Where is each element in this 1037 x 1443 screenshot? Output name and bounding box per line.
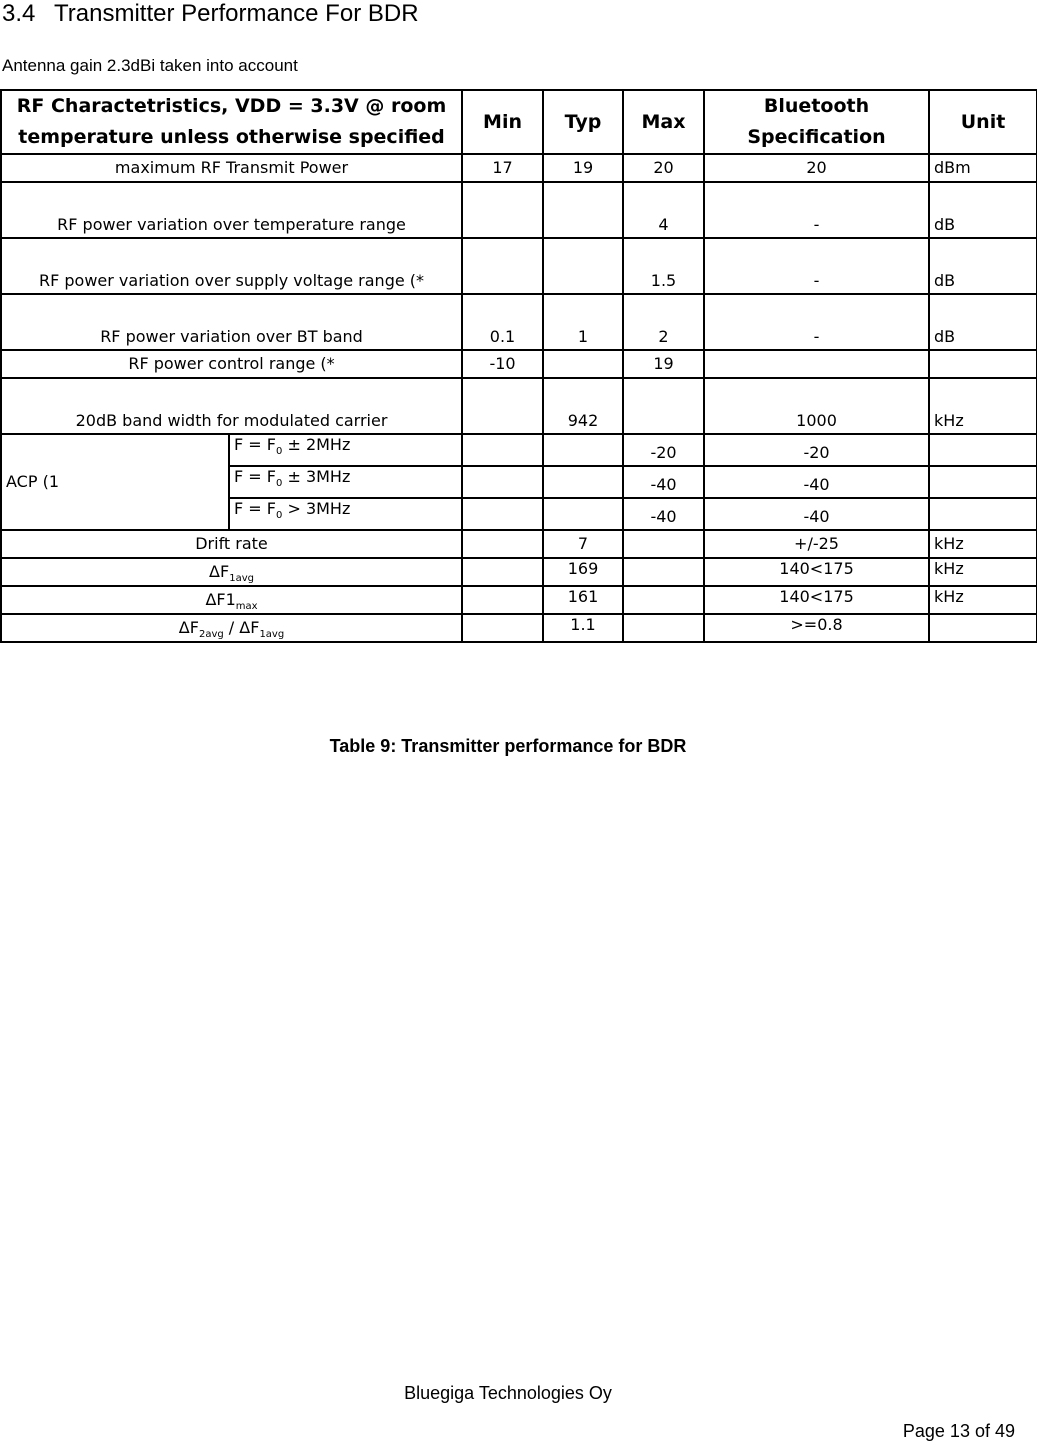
cell-typ: 942 xyxy=(543,378,623,434)
row-label: RF power variation over temperature range xyxy=(1,182,462,238)
table-caption: Table 9: Transmitter performance for BDR xyxy=(329,736,687,756)
header-max: Max xyxy=(623,90,704,154)
header-unit: Unit xyxy=(929,90,1037,154)
cell-min xyxy=(462,498,543,530)
cell-bt-spec: 20 xyxy=(704,154,929,182)
row-label: RF power variation over supply voltage range (* xyxy=(1,238,462,294)
cell-unit: dBm xyxy=(929,154,1037,182)
header-typ: Typ xyxy=(543,90,623,154)
table-row xyxy=(1,586,1037,614)
cell-typ xyxy=(543,434,623,466)
table-row xyxy=(1,614,1037,642)
cell-unit xyxy=(929,466,1037,498)
cell-unit: kHz xyxy=(929,530,1037,558)
transmitter-performance-table xyxy=(0,89,1037,643)
cell-unit: kHz xyxy=(929,378,1037,434)
header-min: Min xyxy=(462,90,543,154)
cell-bt-spec: 1000 xyxy=(704,378,929,434)
table-row xyxy=(1,182,1037,238)
cell-max xyxy=(623,614,704,642)
row-label: maximum RF Transmit Power xyxy=(1,154,462,182)
section-number: 3.4 xyxy=(2,0,36,27)
cell-min xyxy=(462,434,543,466)
cell-min xyxy=(462,558,543,586)
table-row xyxy=(1,154,1037,182)
cell-max xyxy=(623,530,704,558)
acp-condition: $F = F_0 > 3MHz$ xyxy=(229,498,462,530)
acp-condition: $F = F_0 \pm 2MHz$ xyxy=(229,434,462,466)
cell-typ: 1.1 xyxy=(543,614,623,642)
cell-unit xyxy=(929,434,1037,466)
table-row xyxy=(1,378,1037,434)
section-heading xyxy=(2,0,419,28)
row-label: Drift rate xyxy=(1,530,462,558)
cell-bt-spec xyxy=(704,350,929,378)
table-header-row xyxy=(1,90,1037,154)
cell-bt-spec: 140<175 xyxy=(704,558,929,586)
cell-max: 4 xyxy=(623,182,704,238)
cell-bt-spec: 140<175 xyxy=(704,586,929,614)
table-row xyxy=(1,530,1037,558)
cell-min: -10 xyxy=(462,350,543,378)
row-label: $\Delta F_{2avg} / \Delta F_{1avg}$ xyxy=(1,614,462,642)
cell-typ: 161 xyxy=(543,586,623,614)
cell-max xyxy=(623,586,704,614)
cell-min xyxy=(462,238,543,294)
cell-max: 19 xyxy=(623,350,704,378)
cell-min: 0.1 xyxy=(462,294,543,350)
row-label: 20dB band width for modulated carrier xyxy=(1,378,462,434)
footer-company: Bluegiga Technologies Oy xyxy=(404,1383,612,1403)
row-label: RF power control range (* xyxy=(1,350,462,378)
cell-max: -40 xyxy=(623,498,704,530)
acp-condition: $F = F_0 \pm 3MHz$ xyxy=(229,466,462,498)
table-row xyxy=(1,294,1037,350)
cell-bt-spec: >=0.8 xyxy=(704,614,929,642)
cell-min: 17 xyxy=(462,154,543,182)
section-title: Transmitter Performance For BDR xyxy=(54,0,419,27)
cell-unit: kHz xyxy=(929,558,1037,586)
cell-typ xyxy=(543,182,623,238)
cell-max: 1.5 xyxy=(623,238,704,294)
table-row xyxy=(1,558,1037,586)
antenna-gain-note: Antenna gain 2.3dBi taken into account xyxy=(2,56,298,75)
cell-typ: 19 xyxy=(543,154,623,182)
cell-typ xyxy=(543,466,623,498)
cell-typ xyxy=(543,238,623,294)
cell-typ: 7 xyxy=(543,530,623,558)
cell-max xyxy=(623,558,704,586)
cell-typ: 169 xyxy=(543,558,623,586)
cell-bt-spec: -20 xyxy=(704,434,929,466)
cell-typ xyxy=(543,350,623,378)
acp-label: ACP (1 xyxy=(1,434,229,530)
cell-bt-spec: - xyxy=(704,182,929,238)
cell-min xyxy=(462,530,543,558)
header-bt-spec: Bluetooth Specification xyxy=(704,90,929,154)
cell-min xyxy=(462,378,543,434)
table-row-acp xyxy=(1,434,1037,466)
cell-max: 20 xyxy=(623,154,704,182)
cell-unit: dB xyxy=(929,294,1037,350)
cell-max: 2 xyxy=(623,294,704,350)
cell-unit xyxy=(929,614,1037,642)
row-label: RF power variation over BT band xyxy=(1,294,462,350)
cell-bt-spec: - xyxy=(704,238,929,294)
row-label: $\Delta F1_{max}$ xyxy=(1,586,462,614)
cell-max: -20 xyxy=(623,434,704,466)
cell-unit: kHz xyxy=(929,586,1037,614)
header-characteristic: RF Charactetristics, VDD = 3.3V @ room temperature unless otherwise specified xyxy=(1,90,462,154)
cell-unit xyxy=(929,498,1037,530)
cell-bt-spec: -40 xyxy=(704,498,929,530)
cell-max xyxy=(623,378,704,434)
cell-bt-spec: -40 xyxy=(704,466,929,498)
cell-min xyxy=(462,586,543,614)
cell-bt-spec: - xyxy=(704,294,929,350)
cell-typ xyxy=(543,498,623,530)
table-row xyxy=(1,238,1037,294)
cell-unit: dB xyxy=(929,182,1037,238)
cell-bt-spec: +/-25 xyxy=(704,530,929,558)
cell-typ: 1 xyxy=(543,294,623,350)
cell-unit: dB xyxy=(929,238,1037,294)
cell-min xyxy=(462,614,543,642)
cell-min xyxy=(462,466,543,498)
page-number: Page 13 of 49 xyxy=(902,1421,1015,1441)
cell-unit xyxy=(929,350,1037,378)
table-row xyxy=(1,350,1037,378)
cell-max: -40 xyxy=(623,466,704,498)
row-label: $\Delta F_{1avg}$ xyxy=(1,558,462,586)
cell-min xyxy=(462,182,543,238)
